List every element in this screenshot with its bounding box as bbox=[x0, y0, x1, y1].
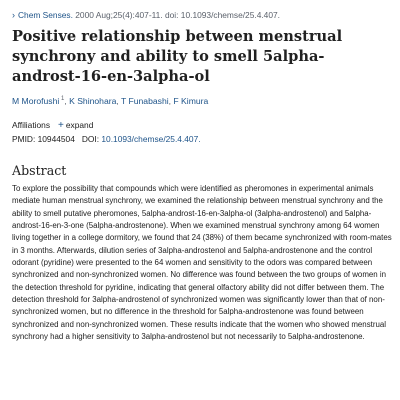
affiliations-row bbox=[12, 120, 93, 131]
author-link[interactable]: T Funabashi bbox=[121, 96, 169, 106]
affiliations-label: Affiliations bbox=[12, 120, 51, 130]
author-link[interactable]: M Morofushi bbox=[12, 96, 60, 106]
author-separator: , bbox=[64, 96, 70, 106]
author-separator: , bbox=[168, 96, 174, 106]
citation-details: 2000 Aug;25(4):407-11. doi: 10.1093/chemse/25.4.407. bbox=[75, 10, 280, 20]
author-list bbox=[12, 96, 208, 106]
abstract-text: To explore the possibility that compounds which were identified as pheromones in experimental animals mediate human menstrual synchrony, we examined the relationship between menstrual synchrony and the ability to smell putative pheromones, 5alpha-androst-16-en-3alpha-ol (3alpha-androstenol) and 5alpha-androst-16-en-3-one (5alpha-androstenone). When we examined menstrual synchrony among 64 women living together in a college dormitory, we found that 24 (38%) of them became synchronized with room-mates in 3 months. Afterwards, dilution series of 3alpha-androstenol and 5alpha-androstenone and the control odorant (pyridine) were presented to the 64 women and sensitivity to the odors was compared between synchronized and non-synchronized women. No difference was found between the two groups of women in the detection threshold for pyridine, indicating that general olfactory ability did not differ between them. The detection threshold for 3alpha-androstenol of synchronized women was significantly lower than that of non-synchronized women, but no difference in the threshold for 5alpha-androstenone was found between synchronized and non-synchronized women. These results indicate that the women who showed menstrual synchrony had a higher sensitivity to 3alpha-androstenol but not necessarily to 5alpha-androstenone. bbox=[12, 184, 392, 342]
citation-line bbox=[12, 10, 280, 20]
plus-icon[interactable]: + bbox=[58, 120, 64, 131]
abstract-heading: Abstract bbox=[12, 163, 67, 178]
journal-link[interactable]: Chem Senses. bbox=[18, 10, 73, 20]
author-separator: , bbox=[116, 96, 122, 106]
doi-label: DOI: bbox=[81, 134, 100, 144]
doi-link[interactable]: 10.1093/chemse/25.4.407. bbox=[101, 134, 201, 144]
pmid-label: PMID: bbox=[12, 134, 36, 144]
chevron-right-icon: › bbox=[12, 10, 15, 20]
author-link[interactable]: F Kimura bbox=[173, 96, 209, 106]
expand-toggle[interactable]: expand bbox=[65, 120, 94, 130]
article-title: Positive relationship between menstrual synchrony and ability to smell 5alpha-androst-16-en-3alpha-ol bbox=[12, 28, 343, 85]
affiliation-marker[interactable]: 1 bbox=[59, 96, 65, 103]
pmid-value: 10944504 bbox=[37, 134, 75, 144]
identifiers-row bbox=[12, 134, 201, 144]
author-link[interactable]: K Shinohara bbox=[69, 96, 117, 106]
